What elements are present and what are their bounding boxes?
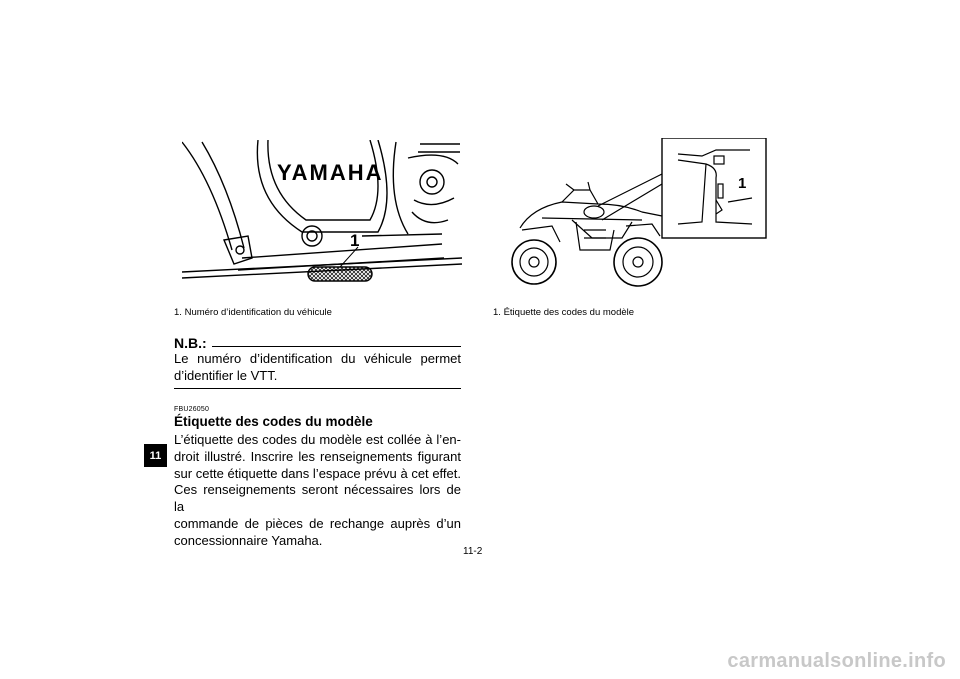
section-line: concessionnaire Yamaha. <box>174 532 323 548</box>
note-body <box>174 351 461 385</box>
note-line: d’identifier le VTT. <box>174 367 278 383</box>
section-code: FBU26050 <box>174 406 210 413</box>
section-line: sur cette étiquette dans l’espace prévu à cet effet. <box>174 465 461 481</box>
left-callout-number: 1 <box>350 231 360 250</box>
engine-logo: YAMAHA <box>277 160 384 185</box>
note-title: N.B.: <box>174 335 207 351</box>
right-figure-caption <box>493 307 634 318</box>
chapter-tab: 11 <box>144 444 167 467</box>
right-caption-number: 1. <box>493 307 501 318</box>
left-caption-text: Numéro d’identification du véhicule <box>184 307 332 318</box>
section-line: L’étiquette des codes du modèle est collée à l’en- <box>174 432 461 447</box>
section-line: droit illustré. Inscrire les renseignements figurant <box>174 448 461 464</box>
left-figure-caption <box>174 307 332 318</box>
engine-illustration <box>182 140 462 290</box>
watermark: carmanualsonline.info <box>727 650 946 672</box>
right-callout-number: 1 <box>738 175 747 192</box>
right-caption-text: Étiquette des codes du modèle <box>503 307 635 318</box>
atv-illustration <box>502 138 772 290</box>
section-line: Ces renseignements seront nécessaires lors de la <box>174 482 461 515</box>
section-line: commande de pièces de rechange auprès d’un <box>174 515 461 531</box>
note-bottom-rule <box>174 388 461 389</box>
section-body <box>174 432 461 550</box>
section-title: Étiquette des codes du modèle <box>174 414 373 429</box>
page-number: 11-2 <box>463 546 483 557</box>
note-line: Le numéro d’identification du véhicule permet <box>174 351 461 366</box>
left-caption-number: 1. <box>174 307 182 318</box>
note-title-rule <box>212 346 461 347</box>
